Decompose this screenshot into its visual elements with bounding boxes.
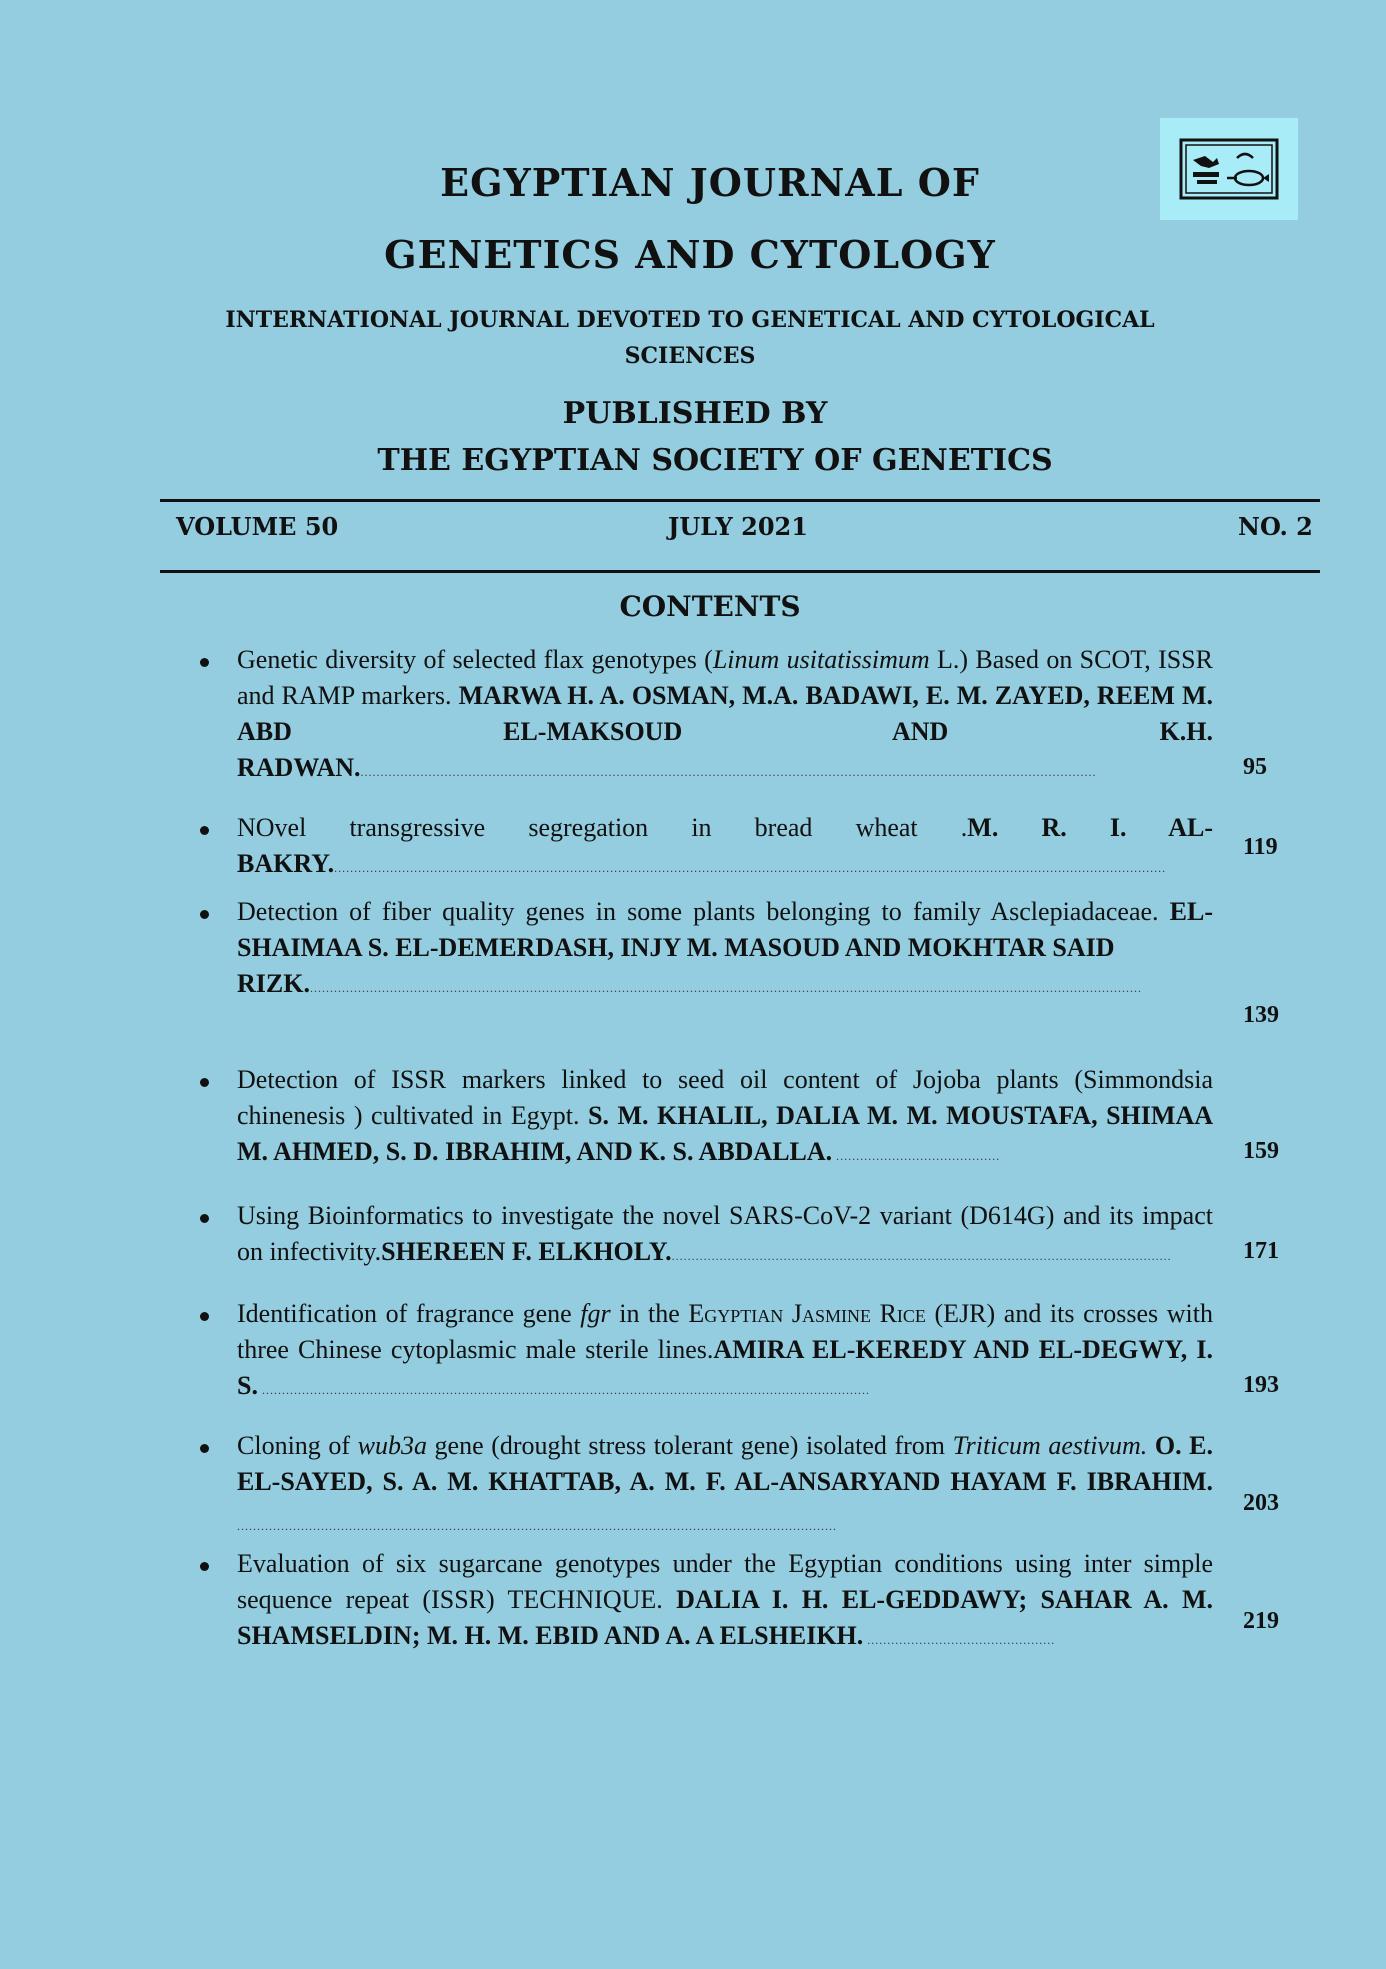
entry-authors: O. E. EL-SAYED, S. A. M. KHATTAB, A. M. F. AL-ANSARYAND HAYAM F. IBRAHIM. — [237, 1431, 1213, 1496]
entry-text — [237, 1428, 1213, 1544]
journal-subtitle: INTERNATIONAL JOURNAL DEVOTED TO GENETICAL AND CYTOLOGICAL SCIENCES — [225, 307, 1155, 369]
bullet-icon — [200, 910, 209, 919]
entry-text — [237, 1546, 1213, 1658]
entry-title: NOvel transgressive segregation in bread wheat . — [237, 813, 968, 842]
entry-title: Cloning of — [237, 1431, 358, 1460]
bullet-icon — [200, 1562, 209, 1571]
issue-number: NO. 2 — [1238, 512, 1313, 541]
divider-bottom — [160, 570, 1320, 573]
entry-authors: AMIRA EL-KEREDY AND EL-DEGWY, I. S. — [237, 1335, 1213, 1400]
entry-authors: RIZK. — [237, 969, 310, 998]
publisher-name: THE EGYPTIAN SOCIETY OF GENETICS — [377, 443, 1053, 478]
entry-text — [237, 642, 1213, 790]
dot-leader: ................................................................................................................................................................................................................ — [334, 861, 1167, 875]
contents-heading: CONTENTS — [619, 590, 801, 623]
entry-title-italic: Triticum aestivum. — [952, 1431, 1148, 1460]
entry-page-number: 139 — [1243, 1002, 1279, 1028]
entry-title-italic: fgr — [580, 1299, 611, 1328]
entry-title: in the — [610, 1299, 689, 1328]
entry-page-number: 193 — [1243, 1372, 1279, 1398]
entry-title-italic: wub3a — [357, 1431, 427, 1460]
bullet-icon — [200, 1312, 209, 1321]
entry-authors: SHEREEN F. ELKHOLY. — [381, 1237, 672, 1266]
entry-title: Detection of ISSR markers linked to seed oil content of Jojoba plants (Simmondsia chinenesis ) cultivated in Egypt. — [237, 1065, 1213, 1130]
entry-text — [237, 1296, 1213, 1408]
entry-text — [237, 1198, 1213, 1274]
entry-title: Evaluation of six sugarcane genotypes under the Egyptian conditions using inter simple sequence repeat (ISSR) TECHNIQUE. — [237, 1549, 1213, 1614]
entry-authors: M. R. I. AL-BAKRY. — [237, 813, 1213, 878]
dot-leader: ............................................... — [863, 1633, 1056, 1647]
dot-leader: ............................................................................................................................. — [671, 1249, 1172, 1263]
entry-title-italic: Linum usitatissimum — [712, 645, 930, 674]
dot-leader: ........................................................................................................................................................ — [257, 1383, 870, 1397]
entry-page-number: 219 — [1243, 1608, 1279, 1634]
entry-title: gene (drought stress tolerant gene) isolated from — [426, 1431, 953, 1460]
dot-leader: ................................................................................................................................................................................................................ — [309, 981, 1142, 995]
divider-top — [160, 499, 1320, 502]
entry-text — [237, 810, 1213, 886]
entry-title: Identification of fragrance gene — [237, 1299, 581, 1328]
entry-page-number: 95 — [1243, 754, 1267, 780]
dot-leader: ...................................................................................................................................................... — [237, 1519, 837, 1533]
bullet-icon — [200, 1444, 209, 1453]
entry-title: Genetic diversity of selected flax genotypes ( — [237, 645, 713, 674]
bullet-icon — [200, 1214, 209, 1223]
bullet-icon — [200, 826, 209, 835]
entry-page-number: 159 — [1243, 1138, 1279, 1164]
published-by-label: PUBLISHED BY — [562, 396, 828, 431]
entry-text — [237, 894, 1213, 1006]
dot-leader: ......................................... — [832, 1149, 1001, 1163]
entry-authors: EL-SHAIMAA S. EL-DEMERDASH, INJY M. MASOUD AND MOKHTAR SAID — [237, 897, 1213, 962]
entry-authors: MARWA H. A. OSMAN, M.A. BADAWI, E. M. ZAYED, REEM M. ABD EL-MAKSOUD AND K.H. RADWAN. — [237, 681, 1213, 782]
entry-title-small-caps: Egyptian Jasmine Rice — [688, 1299, 926, 1328]
issue-volume: VOLUME 50 — [176, 512, 339, 541]
entry-page-number: 171 — [1243, 1238, 1279, 1264]
entry-text — [237, 1062, 1213, 1174]
issue-date: JULY 2021 — [668, 512, 808, 541]
entry-authors: DALIA I. H. EL-GEDDAWY; SAHAR A. M. SHAMSELDIN; M. H. M. EBID AND A. A ELSHEIKH. — [237, 1585, 1213, 1650]
entry-authors: S. M. KHALIL, DALIA M. M. MOUSTAFA, SHIMAA M. AHMED, S. D. IBRAHIM, AND K. S. ABDALLA. — [237, 1101, 1213, 1166]
journal-title-line2: GENETICS AND CYTOLOGY — [384, 232, 996, 277]
entry-title: Using Bioinformatics to investigate the novel SARS-CoV-2 variant (D614G) and its impact on infectivity. — [237, 1201, 1213, 1266]
journal-title-line1: EGYPTIAN JOURNAL OF — [440, 160, 980, 205]
entry-page-number: 119 — [1243, 834, 1278, 860]
bullet-icon — [200, 658, 209, 667]
entry-title: (EJR) and its crosses with three Chinese cytoplasmic male sterile lines. — [237, 1299, 1213, 1364]
bullet-icon — [200, 1078, 209, 1087]
dot-leader: ........................................................................................................................................................................................ — [360, 765, 1097, 779]
entry-title: L.) Based on SCOT, ISSR and RAMP markers. — [237, 645, 1213, 710]
entry-page-number: 203 — [1243, 1490, 1279, 1516]
entry-title: Detection of fiber quality genes in some plants belonging to family Asclepiadaceae. — [237, 897, 1170, 926]
